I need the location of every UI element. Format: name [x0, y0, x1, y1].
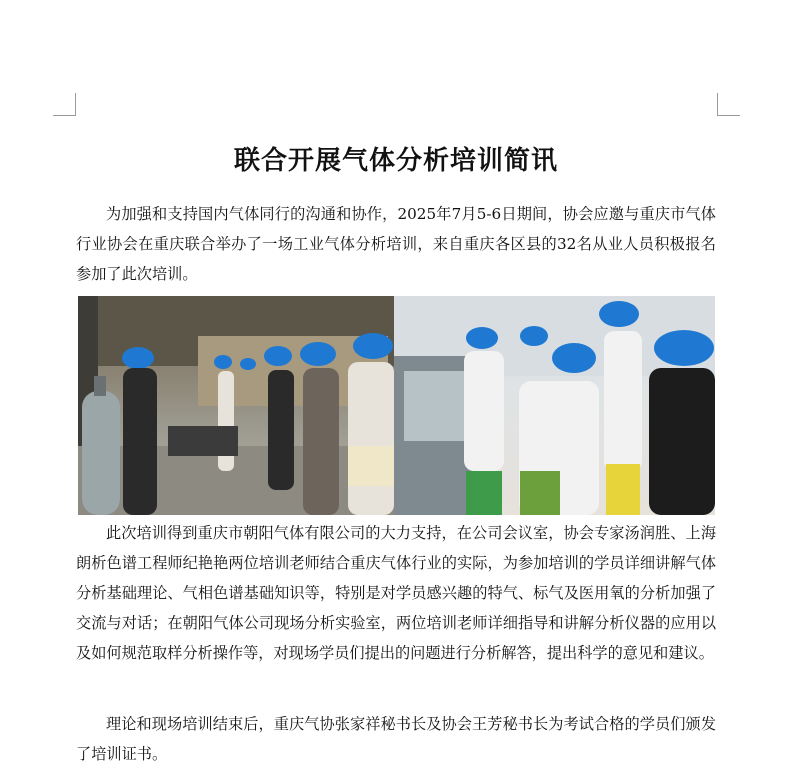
- document-title: 联合开展气体分析培训简讯: [233, 146, 558, 176]
- page-corner-mark-top-left: [53, 93, 76, 116]
- page-corner-mark-top-right: [717, 93, 740, 116]
- paragraph-training-details: 此次培训得到重庆市朝阳气体有限公司的大力支持，在公司会议室，协会专家汤润胜、上海朗析色谱工程师纪艳艳两位培训老师结合重庆气体行业的实际，为参加培训的学员详细讲解气体分析基础理论、气相色谱基础知识等，特别是对学员感兴趣的特气、标气及医用氧的分析加强了交流与对话；在朝阳气体公司现场分析实验室，两位培训老师详细指导和讲解分析仪器的应用以及如何规范取样分析操作等，对现场学员们提出的问题进行分析解答，提出科学的意见和建议。: [76, 524, 716, 662]
- lab-training-photo: [394, 296, 715, 515]
- training-site-photo: [78, 296, 394, 515]
- lab-training-photo-icon: [394, 296, 715, 515]
- training-site-photo-icon: [78, 296, 394, 515]
- paragraph-intro: 为加强和支持国内气体同行的沟通和协作，2025年7月5-6日期间，协会应邀与重庆市气体行业协会在重庆联合举办了一场工业气体分析培训，来自重庆各区县的32名从业人员积极报名参加了此次培训。: [76, 205, 716, 283]
- paragraph-certificates: 理论和现场培训结束后，重庆气协张家祥秘书长及协会王芳秘书长为考试合格的学员们颁发了培训证书。: [76, 715, 716, 763]
- gas-cylinder-icon: [82, 391, 120, 515]
- photo-strip: [78, 296, 715, 515]
